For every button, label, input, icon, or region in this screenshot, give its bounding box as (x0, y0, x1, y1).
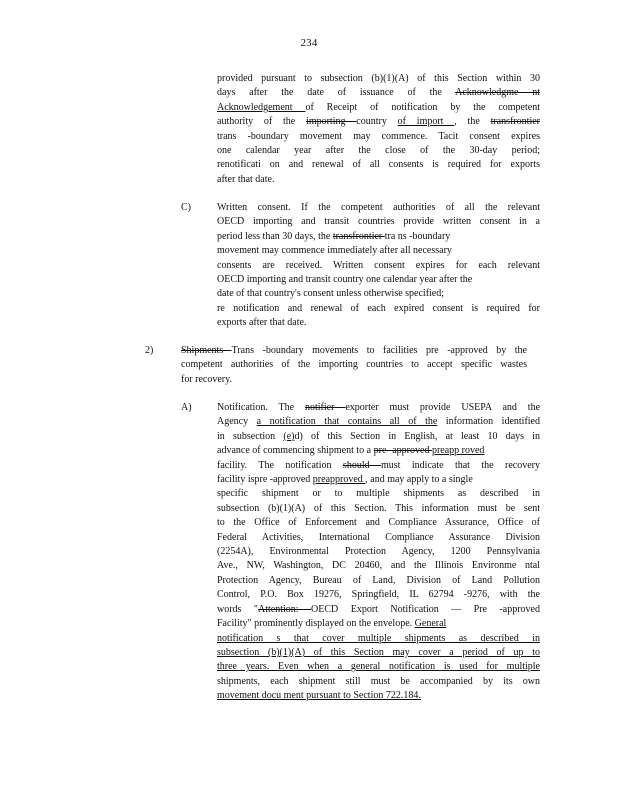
text-run: for recovery. (181, 373, 232, 385)
text-run: re notification and renewal of each expired consent is required for (217, 302, 540, 314)
text-run: date of that country's consent unless otherwise specified; (217, 288, 445, 300)
text-line (217, 632, 540, 646)
text-line (217, 316, 540, 330)
text-line (217, 86, 540, 100)
text-line (217, 401, 540, 415)
deleted-text: notifier (305, 402, 346, 413)
text-run: Facility" prominently displayed on the envelope. (217, 618, 415, 630)
inserted-text: (e) (283, 430, 295, 442)
page-number: 234 (300, 37, 318, 49)
text-run: Agency (217, 416, 257, 428)
deleted-text: transfrontier (332, 230, 385, 242)
deleted-text: transfrontier (490, 116, 540, 128)
text-line (217, 617, 540, 631)
text-line (217, 603, 540, 617)
text-line (217, 516, 540, 530)
paragraph-a-notification (217, 401, 540, 704)
inserted-text: preapp roved (431, 445, 485, 457)
paragraph-c-written-consent (217, 201, 540, 331)
text-run: days after the date of issuance of the (217, 87, 456, 99)
text-run: OECD importing and transit countries provide written consent in a (217, 216, 540, 228)
text-line (217, 502, 540, 516)
deleted-text: Attention: (258, 603, 312, 615)
text-line (217, 101, 540, 115)
text-run: OECD Export Notification — Pre -approved (311, 603, 540, 615)
item-label-2: 2) (145, 345, 154, 356)
text-line (217, 646, 540, 660)
inserted-text: General (414, 618, 447, 630)
text-run: country (356, 116, 398, 128)
text-line (217, 487, 540, 501)
text-line (217, 273, 540, 287)
text-line (217, 201, 540, 215)
paragraph-continuation (217, 72, 540, 187)
text-run: Protection Agency, Bureau of Land, Division of Land Pollution (217, 574, 540, 586)
text-line (181, 344, 527, 358)
text-line (217, 215, 540, 229)
text-line (217, 287, 540, 301)
inserted-text: a notification that contains all of the (256, 416, 438, 428)
text-run: after that date. (217, 173, 275, 185)
text-line (217, 415, 540, 429)
inserted-text: Acknowledgement (217, 101, 306, 113)
text-line (217, 545, 540, 559)
text-line (217, 230, 540, 244)
text-run: renotificati on and renewal of all consents is required for exports (217, 159, 540, 171)
text-run: Federal Activities, International Compliance Assurance Division (217, 531, 540, 543)
text-run: shipments, each shipment still must be accompanied by its own (217, 675, 540, 687)
text-line (217, 115, 540, 129)
text-line (217, 675, 540, 689)
text-line (217, 158, 540, 172)
inserted-text: three years. Even when a general notification is used for multiple (217, 661, 540, 673)
text-line (217, 244, 540, 258)
text-line (181, 358, 527, 372)
deleted-text: should (342, 459, 382, 471)
text-run: specific shipment or to multiple shipments as described in (217, 488, 540, 500)
text-run: in subsection (217, 430, 284, 442)
text-run: competent authorities of the importing countries to accept specific wastes (181, 359, 527, 371)
text-run: exports after that date. (217, 317, 307, 329)
text-run: Trans -boundary movements to facilities pre -approved by the (231, 345, 527, 356)
text-line (217, 444, 540, 458)
text-run: facility ispre -approved (217, 474, 313, 486)
text-run: of Receipt of notification by the competent (305, 101, 540, 113)
text-line (217, 144, 540, 158)
text-line (217, 660, 540, 674)
text-run: tra ns -boundary (384, 230, 451, 242)
text-run: OECD importing and transit country one calendar year after the (217, 274, 473, 286)
text-run: , the (454, 116, 491, 128)
text-line (217, 173, 540, 187)
text-run: movement may commence immediately after all necessary (217, 245, 452, 257)
text-line (217, 459, 540, 473)
inserted-text: notification s that cover multiple shipments as described in (217, 632, 540, 644)
inserted-text: subsection (b)(1)(A) of this Section may cover a period of up to (217, 646, 540, 658)
text-run: must indicate that the recovery (381, 459, 540, 471)
text-line (217, 689, 540, 703)
text-run: , and may apply to a single (365, 474, 473, 486)
item-label-a: A) (181, 402, 192, 413)
text-line (217, 302, 540, 316)
text-run: exporter must provide USEPA and the (345, 402, 540, 413)
deleted-text: pre -approved (373, 445, 432, 457)
text-run: authority of the (217, 116, 307, 128)
inserted-text: preapproved (312, 474, 366, 486)
text-run: advance of commencing shipment to a (217, 445, 374, 457)
text-run: trans -boundary movement may commence. Tacit consent expires (217, 130, 540, 142)
text-run: Notification. The (217, 402, 305, 413)
text-run: one calendar year after the close of the 30-day period; (217, 145, 540, 157)
text-line (217, 259, 540, 273)
text-run: Control, P.O. Box 19276, Springfield, IL 62794 -9276, with the (217, 589, 540, 601)
text-run: Written consent. If the competent authorities of all the relevant (217, 202, 540, 213)
text-run: period less than 30 days, the (217, 230, 333, 242)
inserted-text: movement docu ment pursuant to Section 722.184. (217, 690, 421, 702)
text-run: provided pursuant to subsection (b)(1)(A) of this Section within 30 (217, 73, 540, 84)
paragraph-2-transboundary-movements (181, 344, 527, 387)
text-line (181, 373, 527, 387)
text-run: consents are received. Written consent expires for each relevant (217, 259, 540, 271)
text-run: (2254A), Environmental Protection Agency, 1200 Pennsylvania (217, 546, 540, 558)
text-run: Ave., NW, Washington, DC 20460, and the Illinois Environme ntal (217, 560, 540, 572)
text-line (217, 531, 540, 545)
text-run: d) of this Section in English, at least 10 days in (294, 430, 540, 442)
text-line (217, 430, 540, 444)
text-run: subsection (b)(1)(A) of this Section. This information must be sent (217, 502, 540, 514)
deleted-text: Shipments (181, 345, 232, 356)
text-line (217, 559, 540, 573)
text-run: information identified (437, 416, 540, 428)
text-run: words " (217, 603, 258, 615)
deleted-text: Acknowledgme nt (455, 87, 540, 99)
text-line (217, 72, 540, 86)
text-run: to the Office of Enforcement and Compliance Assurance, Office of (217, 517, 540, 529)
text-line (217, 574, 540, 588)
inserted-text: of import (397, 116, 455, 128)
text-line (217, 588, 540, 602)
text-line (217, 130, 540, 144)
item-label-c: C) (181, 202, 191, 213)
text-line (217, 473, 540, 487)
text-run: facility. The notification (217, 459, 343, 471)
deleted-text: importing (306, 116, 357, 128)
